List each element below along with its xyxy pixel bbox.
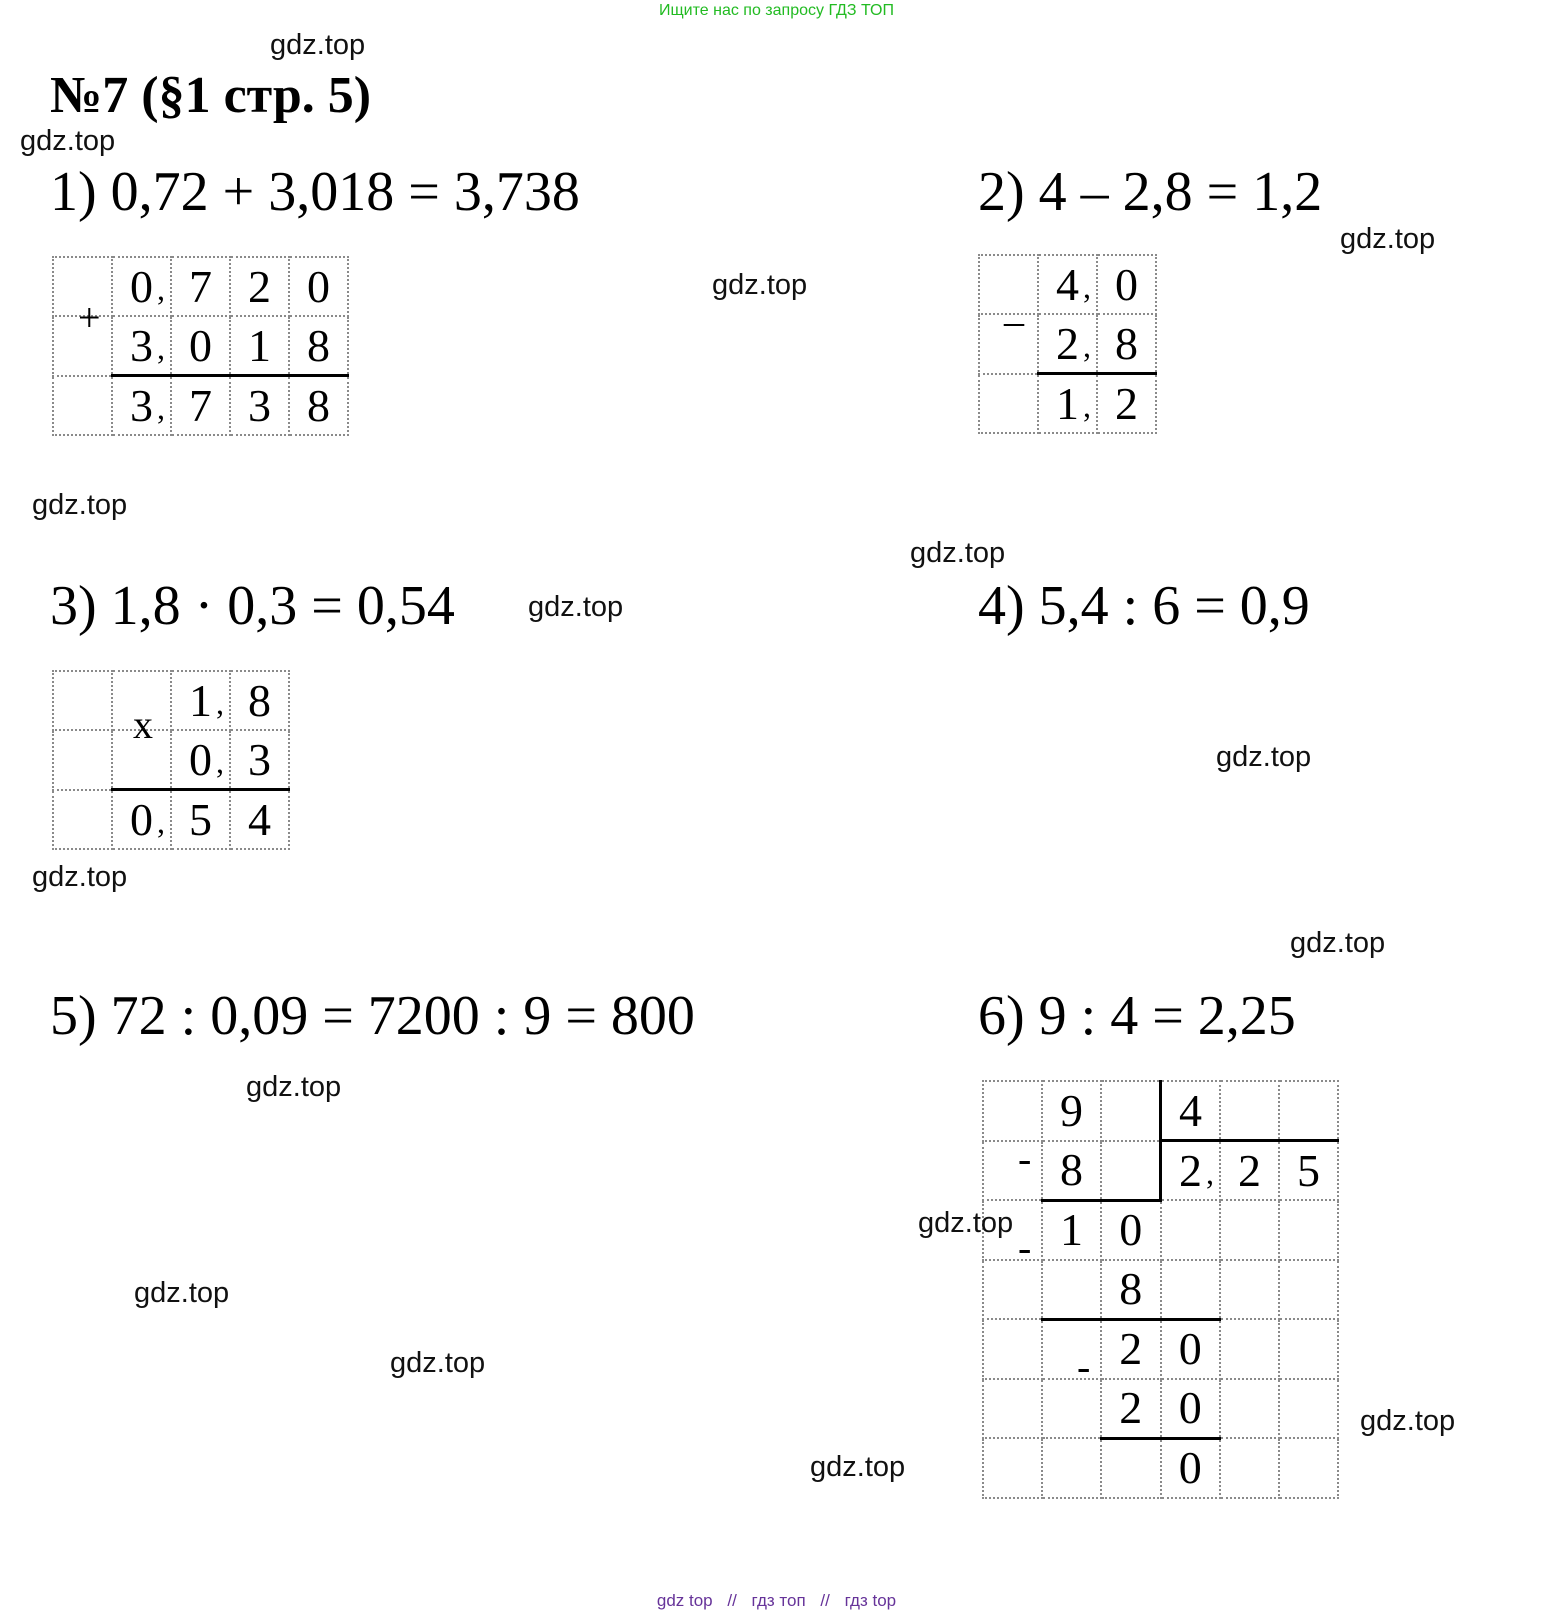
grid-cell — [1161, 1260, 1221, 1320]
grid-cell: 2 — [1101, 1379, 1161, 1439]
grid-cell — [112, 730, 171, 790]
multiplication-grid — [52, 670, 290, 850]
grid-cell — [1279, 1081, 1338, 1141]
grid-cell: 2 , — [1038, 314, 1097, 374]
grid-cell — [1220, 1200, 1279, 1260]
watermark-text: gdz.top — [712, 269, 808, 301]
operator-cell — [983, 1224, 1042, 1320]
grid-cell: 2 — [1097, 374, 1156, 434]
grid-cell — [1220, 1319, 1279, 1379]
grid-cell: 0 — [1161, 1438, 1221, 1498]
operator-cell — [53, 295, 112, 376]
equation-3: 3) 1,8 · 0,3 = 0,54 — [50, 575, 455, 637]
grid-cell — [1101, 1081, 1161, 1141]
grid-cell: 4 , — [1038, 255, 1097, 314]
grid-cell: 2 — [230, 257, 289, 316]
grid-cell: 1 — [1042, 1200, 1101, 1260]
watermark-text: gdz.top — [20, 125, 116, 157]
grid-cell — [1220, 1081, 1279, 1141]
grid-cell: 3 , — [112, 316, 171, 376]
grid-cell — [53, 376, 112, 436]
grid-cell — [1220, 1379, 1279, 1439]
quotient-cell: 2 — [1220, 1141, 1279, 1201]
grid-cell: 1 , — [1038, 374, 1097, 434]
grid-cell — [1279, 1319, 1338, 1379]
equation-1: 1) 0,72 + 3,018 = 3,738 — [50, 161, 580, 223]
minus-sign: - — [1018, 1224, 1032, 1270]
grid-cell — [1042, 1319, 1101, 1379]
multiply-sign: x — [133, 702, 153, 747]
grid-cell — [1161, 1200, 1221, 1260]
watermark-text: gdz.top — [910, 537, 1006, 569]
grid-cell: 9 — [1042, 1081, 1101, 1141]
grid-cell: 0 — [1101, 1200, 1161, 1260]
grid-cell: 3 , — [112, 376, 171, 436]
quotient-cell: 5 — [1279, 1141, 1338, 1201]
grid-cell — [1220, 1438, 1279, 1498]
watermark-text: gdz.top — [1290, 927, 1386, 959]
watermark-text: gdz.top — [810, 1451, 906, 1483]
grid-cell — [53, 671, 112, 730]
addition-grid — [52, 256, 349, 436]
division-grid — [982, 1080, 1339, 1499]
grid-cell: 7 — [171, 257, 230, 316]
divisor-cell: 4 — [1161, 1081, 1221, 1141]
grid-cell — [1101, 1141, 1161, 1201]
watermark-text: gdz.top — [1360, 1405, 1456, 1437]
grid-cell — [53, 730, 112, 790]
grid-cell: 1 , — [171, 671, 230, 730]
footer-link[interactable]: гдз top — [844, 1591, 897, 1610]
grid-cell: 0 — [1161, 1379, 1221, 1439]
grid-cell: 0 , — [112, 790, 171, 850]
grid-cell: 0 — [289, 257, 348, 316]
grid-cell — [1101, 1438, 1161, 1498]
equation-2: 2) 4 – 2,8 = 1,2 — [978, 161, 1323, 223]
operator-cell — [112, 671, 171, 747]
grid-cell — [1220, 1260, 1279, 1320]
equation-4: 4) 5,4 : 6 = 0,9 — [978, 575, 1310, 637]
plus-sign: + — [78, 295, 101, 340]
grid-cell — [53, 790, 112, 850]
equation-5: 5) 72 : 0,09 = 7200 : 9 = 800 — [50, 985, 695, 1047]
grid-cell: 8 — [1101, 1260, 1161, 1320]
footer-links — [0, 1590, 1553, 1612]
grid-cell — [1279, 1379, 1338, 1439]
watermark-text: gdz.top — [390, 1347, 486, 1379]
operator-cell — [979, 285, 1038, 374]
grid-cell: 8 — [289, 376, 348, 436]
grid-cell: 0 , — [112, 257, 171, 316]
grid-cell: 3 — [230, 376, 289, 436]
grid-cell: 3 — [230, 730, 289, 790]
grid-cell — [1042, 1438, 1101, 1498]
quotient-cell: 2 , — [1161, 1141, 1221, 1201]
grid-cell — [983, 1081, 1042, 1141]
grid-cell — [1042, 1260, 1101, 1320]
minus-sign: _ — [1004, 285, 1024, 330]
watermark-text: gdz.top — [1340, 223, 1436, 255]
footer-separator: // — [820, 1591, 830, 1610]
minus-sign: - — [1018, 1135, 1032, 1181]
grid-cell: 7 — [171, 376, 230, 436]
grid-cell: 2 — [1101, 1319, 1161, 1379]
grid-cell — [983, 1319, 1042, 1379]
search-banner: Ищите нас по запросу ГДЗ ТОП — [659, 2, 894, 19]
watermark-text: gdz.top — [1216, 741, 1312, 773]
footer-link[interactable]: gdz top — [656, 1591, 713, 1610]
grid-cell: 8 — [289, 316, 348, 376]
grid-cell: 8 — [230, 671, 289, 730]
grid-cell: 0 , — [171, 730, 230, 790]
watermark-text: gdz.top — [134, 1277, 230, 1309]
footer-separator: // — [727, 1591, 737, 1610]
exercise-title: №7 (§1 стр. 5) — [50, 67, 372, 124]
watermark-text: gdz.top — [270, 29, 366, 61]
watermark-text: gdz.top — [32, 489, 128, 521]
grid-cell: 4 — [230, 790, 289, 850]
footer-link[interactable]: гдз топ — [751, 1591, 806, 1610]
grid-cell: 1 — [230, 316, 289, 376]
grid-cell — [1279, 1438, 1338, 1498]
grid-cell — [979, 374, 1038, 434]
grid-cell — [983, 1438, 1042, 1498]
grid-cell: 0 — [1161, 1319, 1221, 1379]
subtraction-grid — [978, 254, 1157, 434]
grid-cell: 8 — [1042, 1141, 1101, 1201]
grid-cell — [983, 1379, 1042, 1439]
grid-cell: 0 — [1097, 255, 1156, 314]
grid-cell — [1279, 1260, 1338, 1320]
watermark-text: gdz.top — [918, 1207, 1014, 1239]
equation-6: 6) 9 : 4 = 2,25 — [978, 985, 1296, 1047]
grid-cell: 5 — [171, 790, 230, 850]
grid-cell: 8 — [1097, 314, 1156, 374]
minus-sign: - — [1077, 1343, 1091, 1389]
operator-cell — [983, 1135, 1042, 1201]
grid-cell — [1279, 1200, 1338, 1260]
watermark-text: gdz.top — [528, 591, 624, 623]
watermark-text: gdz.top — [32, 861, 128, 893]
watermark-text: gdz.top — [246, 1071, 342, 1103]
grid-cell: 0 — [171, 316, 230, 376]
operator-cell — [1042, 1343, 1101, 1439]
